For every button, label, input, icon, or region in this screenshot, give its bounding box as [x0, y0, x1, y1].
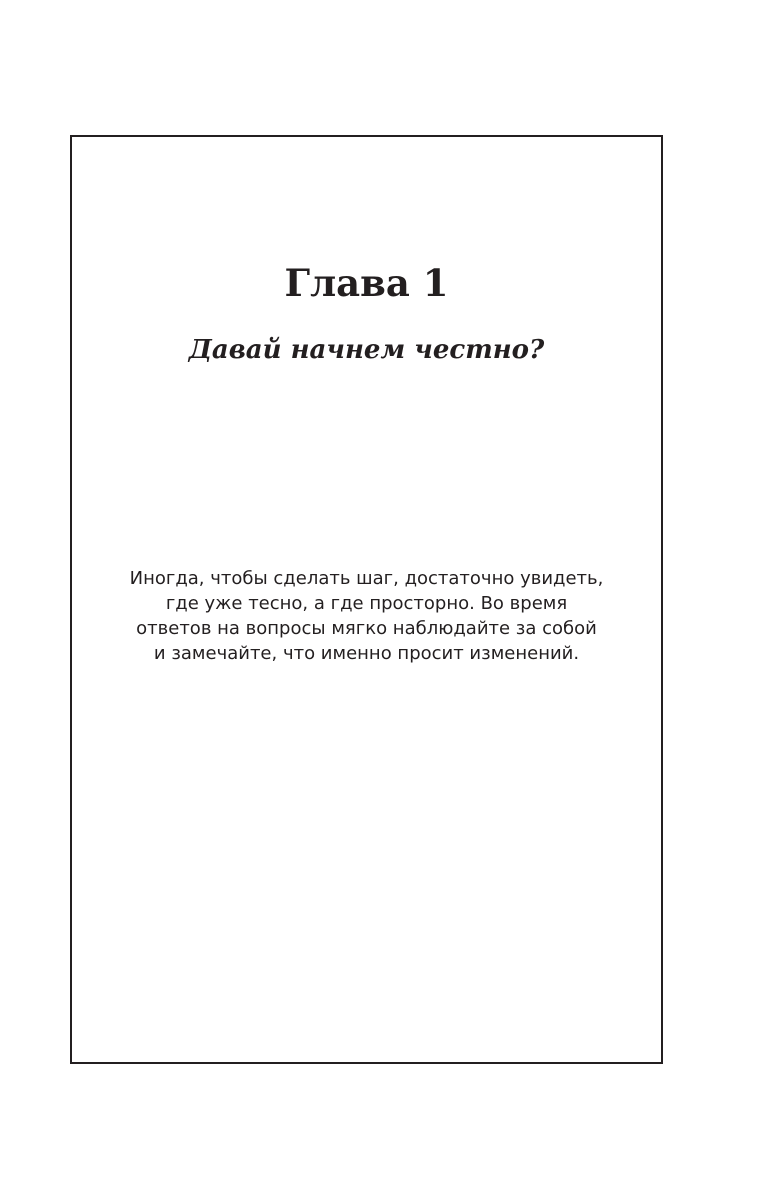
page-frame [70, 135, 663, 1064]
epigraph [112, 566, 621, 666]
epigraph-line: ответов на вопросы мягко наблюдайте за собой [136, 618, 597, 639]
epigraph-line: где уже тесно, а где просторно. Во время [165, 593, 568, 614]
chapter-title: Глава 1 [284, 261, 449, 305]
chapter-subtitle: Давай начнем честно? [188, 335, 545, 365]
epigraph-line: и замечайте, что именно просит изменений. [153, 643, 580, 664]
epigraph-line: Иногда, чтобы сделать шаг, достаточно увидеть, [129, 568, 604, 589]
